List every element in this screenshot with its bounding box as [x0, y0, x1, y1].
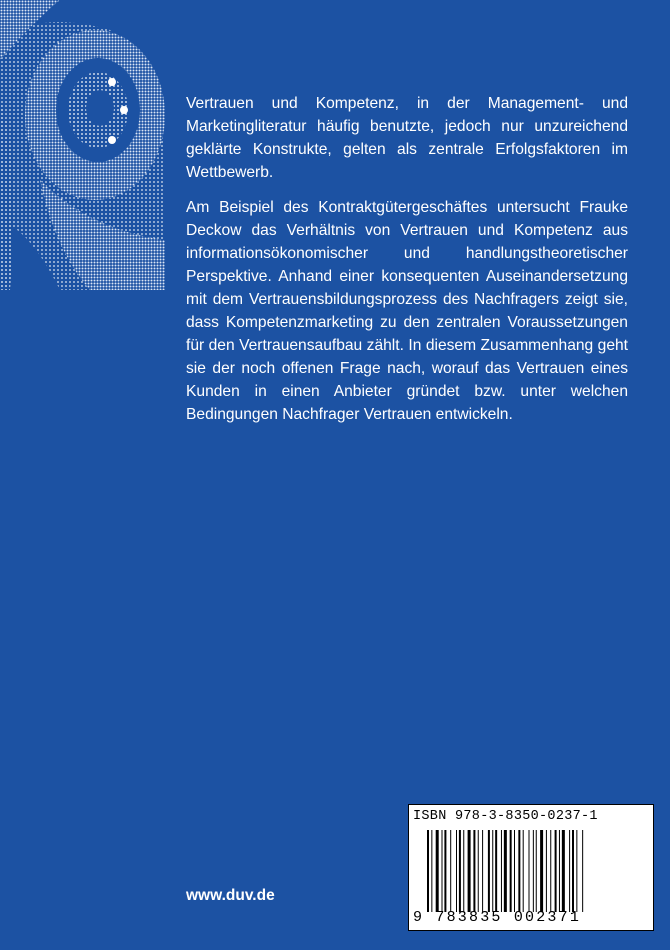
cover-photo-wheel-image — [0, 0, 165, 290]
barcode-bar — [514, 830, 515, 912]
barcode-bar — [533, 830, 534, 912]
barcode-bar — [442, 830, 443, 912]
barcode-bar — [456, 830, 457, 912]
barcode-bar — [492, 830, 493, 912]
barcode-bar — [450, 830, 451, 912]
barcode-bar — [555, 830, 557, 912]
barcode-bar — [431, 830, 432, 912]
barcode-bar — [559, 830, 560, 912]
barcode-bar — [569, 830, 570, 912]
barcode-image — [427, 830, 637, 912]
barcode-bar — [550, 830, 551, 912]
barcode-bar — [510, 830, 512, 912]
publisher-website[interactable]: www.duv.de — [186, 887, 275, 904]
isbn-label: ISBN 978-3-8350-0237-1 — [413, 809, 598, 824]
barcode-bar — [473, 830, 475, 912]
barcode-bar — [444, 830, 446, 912]
barcode-bar — [562, 830, 565, 912]
barcode-bar — [572, 830, 574, 912]
blurb-text — [186, 92, 628, 438]
ean-digits: 9 783835 002371 — [413, 909, 582, 926]
barcode-bar — [463, 830, 464, 912]
barcode-bar — [546, 830, 547, 912]
barcode-bar — [427, 830, 429, 912]
barcode-bar — [501, 830, 502, 912]
barcode-bar — [459, 830, 461, 912]
isbn-barcode-box — [408, 804, 654, 931]
barcode-bar — [468, 830, 471, 912]
barcode-bar — [478, 830, 479, 912]
barcode-bar — [576, 830, 577, 912]
barcode-bar — [482, 830, 483, 912]
barcode-bar — [536, 830, 537, 912]
barcode-bar — [540, 830, 543, 912]
barcode-bar — [582, 830, 583, 912]
barcode-bar — [436, 830, 439, 912]
barcode-bar — [529, 830, 530, 912]
barcode-bar — [518, 830, 520, 912]
blurb-paragraph: Am Beispiel des Kontraktgütergeschäftes untersucht Frauke Deckow das Verhältnis von Vertrauen und Kompetenz aus informationsökonomischer und handlungstheoretischer Perspektive. Anhand einer konsequenten Auseinandersetzung mit dem Vertrauensbildungsprozess des Nachfragers zeigt sie, dass Kompetenzmarketing zu den zentralen Voraussetzungen für den Vertrauensaufbau zählt. In diesem Zusammenhang geht sie der noch offenen Frage nach, worauf das Vertrauen eines Kunden in einen Anbieter gründet bzw. unter welchen Bedingungen Nachfrager Vertrauen entwickeln. — [186, 199, 628, 423]
barcode-bar — [523, 830, 524, 912]
blurb-paragraph: Vertrauen und Kompetenz, in der Management- und Marketingliteratur häufig benutzte, jedoch nur unzureichend geklärte Konstrukte, gelten als zentrale Erfolgsfaktoren im Wettbewerb. — [186, 95, 628, 181]
barcode-bar — [488, 830, 490, 912]
barcode-bar — [495, 830, 497, 912]
barcode-bar — [504, 830, 507, 912]
